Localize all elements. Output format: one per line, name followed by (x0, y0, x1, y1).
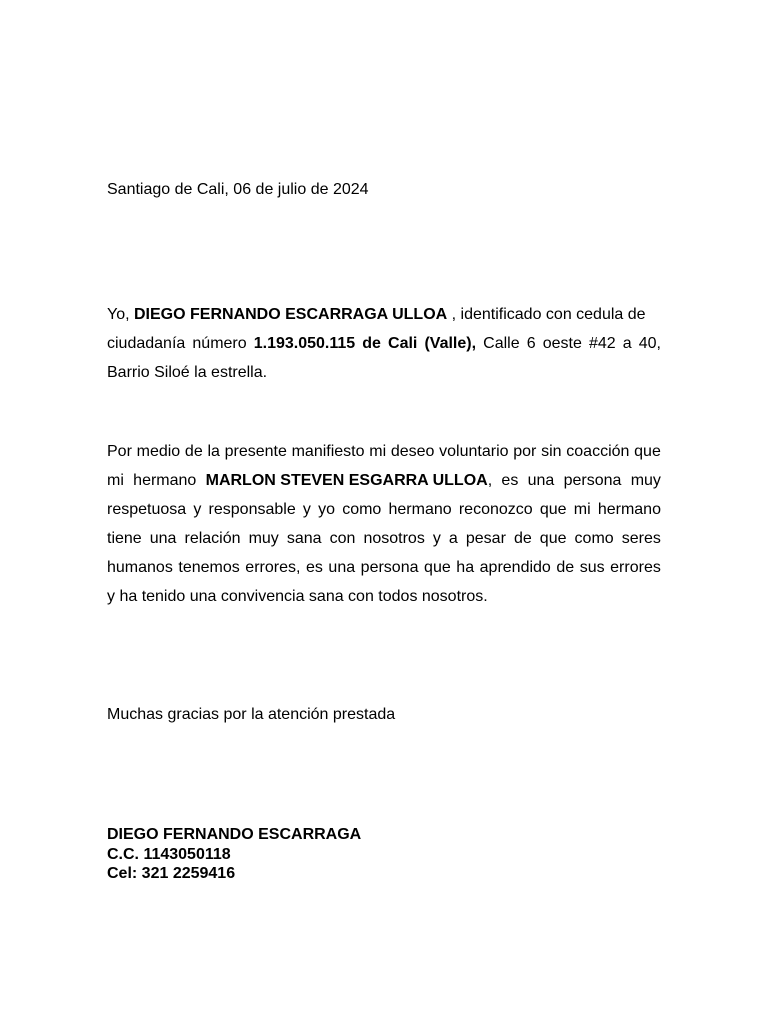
word: hermano (388, 501, 452, 518)
word: persona (360, 559, 419, 576)
word: mi (107, 472, 124, 489)
word: tenemos (178, 559, 240, 576)
word: tiene (107, 530, 142, 547)
declarant-name: DIEGO FERNANDO ESCARRAGA ULLOA (134, 306, 448, 323)
closing-line: Muchas gracias por la atención prestada (107, 706, 396, 723)
brother-name-group (206, 471, 493, 491)
word: una (328, 559, 356, 576)
word: y (302, 501, 311, 518)
word: que (539, 530, 567, 547)
word: la (207, 443, 220, 460)
word: yo (318, 501, 335, 518)
word: una (149, 530, 177, 547)
word: nosotros (363, 530, 425, 547)
body-line-1 (107, 442, 661, 462)
word: como (342, 501, 382, 518)
word: deseo (390, 443, 435, 460)
word: número (192, 335, 247, 352)
word: muy (248, 530, 279, 547)
word: errores (610, 559, 661, 576)
word: sin (541, 443, 562, 460)
word: de (556, 559, 575, 576)
word: como (574, 530, 614, 547)
body-line-2 (107, 471, 661, 491)
word: manifiesto (291, 443, 365, 460)
word: de (184, 443, 203, 460)
word: responsable (208, 501, 296, 518)
word: mi (573, 501, 591, 518)
word: que (424, 559, 451, 576)
signature-name: DIEGO FERNANDO ESCARRAGA (107, 826, 362, 843)
word: respetuosa (107, 501, 187, 518)
word: Por (107, 443, 132, 460)
word: de (362, 335, 381, 352)
intro-name-group (107, 305, 646, 325)
word: aprendido (479, 559, 551, 576)
word: reconozco (458, 501, 533, 518)
word: sana (286, 530, 322, 547)
word: es (501, 472, 519, 489)
word: oeste (542, 335, 582, 352)
intro-yo: Yo, (107, 306, 130, 323)
signature-cel: Cel: 321 2259416 (107, 865, 236, 882)
word: humanos (107, 559, 173, 576)
word: muy (630, 472, 661, 489)
word: 1.193.050.115 (253, 335, 356, 352)
intro-line-3: Barrio Siloé la estrella. (107, 364, 268, 381)
word: por (513, 443, 537, 460)
word: 40, (638, 335, 661, 352)
intro-line-2 (107, 334, 661, 354)
word: con (329, 530, 356, 547)
word: mi (369, 443, 387, 460)
word: que (634, 443, 661, 460)
word: y (432, 530, 441, 547)
word: relación (184, 530, 241, 547)
body-line-6: y ha tenido una convivencia sana con todos nosotros. (107, 588, 488, 605)
word: y (193, 501, 202, 518)
word: coacción (566, 443, 630, 460)
body-line-2-comma: , (487, 472, 493, 489)
word: persona (563, 472, 622, 489)
word: hermano (597, 501, 661, 518)
word: que (539, 501, 567, 518)
word: a (622, 335, 632, 352)
word: de (513, 530, 532, 547)
word: hermano (133, 472, 197, 489)
word: Cali (388, 335, 418, 352)
word: voluntario (439, 443, 509, 460)
word: es (305, 559, 323, 576)
word: (Valle), (424, 335, 477, 352)
word: sus (579, 559, 605, 576)
word: pesar (465, 530, 506, 547)
intro-identified: , identificado con cedula de (447, 306, 646, 323)
word: Calle (483, 335, 520, 352)
body-line-5 (107, 558, 661, 578)
intro-line-1 (107, 305, 661, 325)
word: #42 (588, 335, 616, 352)
word: presente (224, 443, 287, 460)
body-line-3 (107, 500, 661, 520)
signature-cc: C.C. 1143050118 (107, 846, 231, 863)
word: medio (136, 443, 181, 460)
word: errores, (245, 559, 301, 576)
brother-name: MARLON STEVEN ESGARRA ULLOA (205, 472, 488, 489)
word: ciudadanía (107, 335, 186, 352)
word: 6 (526, 335, 536, 352)
word: una (527, 472, 555, 489)
word: ha (456, 559, 475, 576)
date-line: Santiago de Cali, 06 de julio de 2024 (107, 181, 369, 198)
word: a (448, 530, 458, 547)
word: seres (621, 530, 661, 547)
body-line-4 (107, 529, 661, 549)
